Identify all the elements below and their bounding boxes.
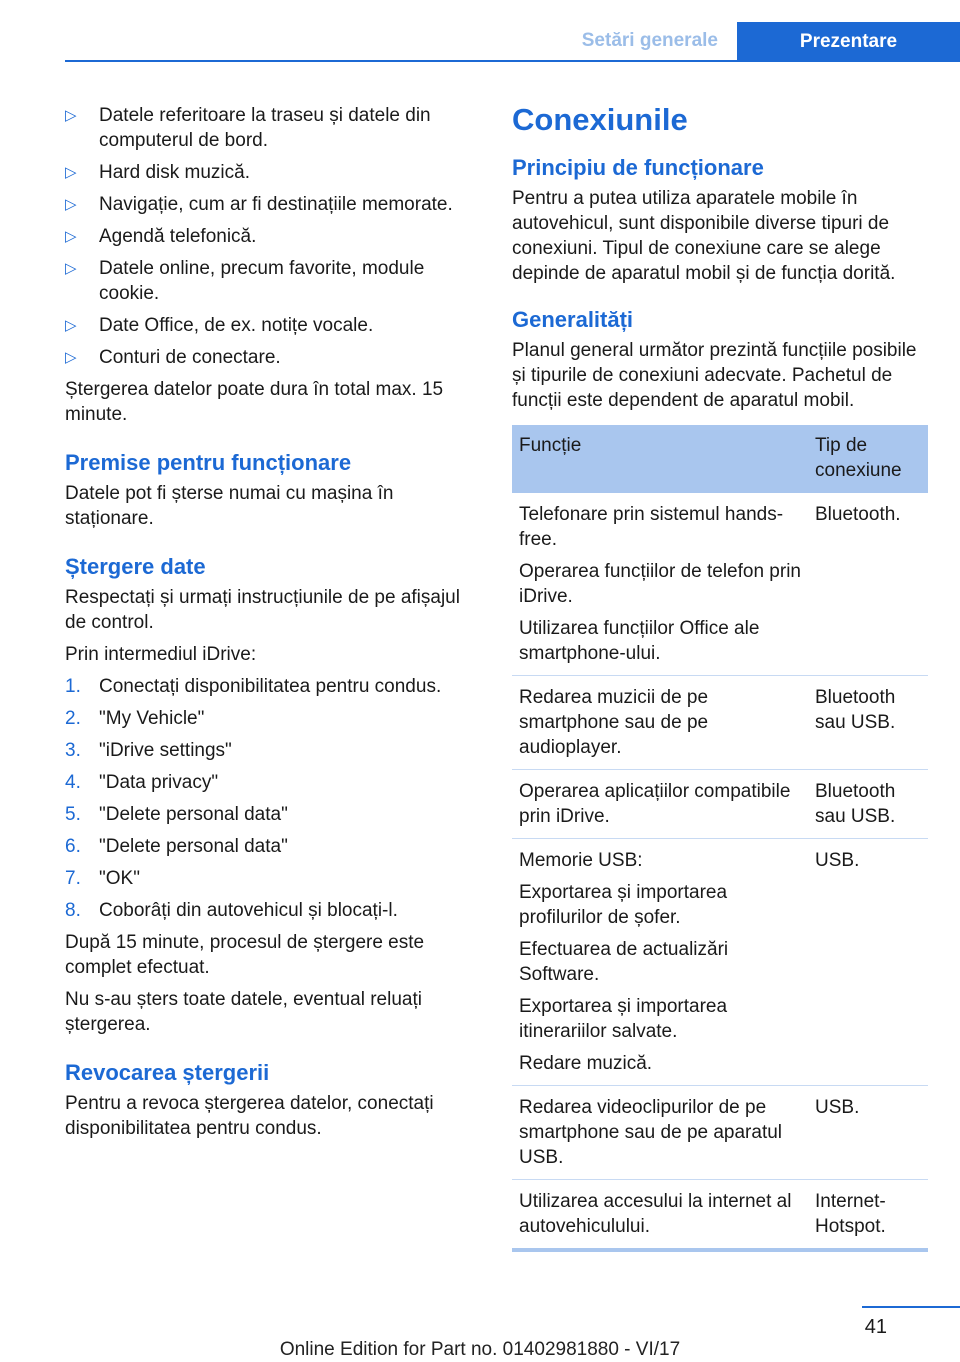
function-cell: Telefonare prin sistemul hands-free. Operarea funcțiilor de telefon prin iDrive. Utilizarea funcțiilor Office ale smartphone-ului.	[512, 493, 808, 676]
triangle-bullet-icon: ▷	[65, 164, 77, 181]
step-item: 2. "My Vehicle"	[65, 708, 205, 729]
triangle-bullet-icon: ▷	[65, 196, 77, 213]
function-cell: Redarea muzicii de pe smartphone sau de pe audioplayer.	[512, 676, 808, 770]
list-item: ▷ Agendă telefonică.	[65, 226, 257, 247]
page-title: Conexiunile	[512, 102, 688, 137]
column-header-connection-type: Tip de conexiune	[808, 425, 928, 493]
triangle-bullet-icon: ▷	[65, 107, 77, 124]
general-text: Planul general următor prezintă funcțiile posibile și tipurile de conexiuni adecvate. Pachetul de funcții este dependent de aparatul mobil.	[512, 340, 917, 411]
completion-text: După 15 minute, procesul de ștergere este complet efectuat.	[65, 932, 425, 978]
step-item: 5. "Delete personal data"	[65, 804, 288, 825]
function-cell: Utilizarea accesului la internet al autovehiculului.	[512, 1180, 808, 1251]
revoke-text: Pentru a revoca ștergerea datelor, conectați disponibilitatea pentru condus.	[65, 1093, 434, 1139]
table-row	[512, 1180, 928, 1251]
connection-type-cell: USB.	[808, 1086, 928, 1180]
table-row	[512, 676, 928, 770]
steps-list	[65, 674, 485, 923]
header-tab: Prezentare	[737, 22, 960, 62]
left-column	[65, 100, 485, 1148]
step-item: 4. "Data privacy"	[65, 772, 219, 793]
page-number: 41	[864, 1316, 887, 1338]
header-section-label: Setări generale	[581, 30, 718, 51]
table-header-row	[512, 425, 928, 493]
function-cell: Memorie USB: Exportarea și importarea profilurilor de șofer. Efectuarea de actualizări Software. Exportarea și importarea itinerariilor salvate. Redare muzică.	[512, 839, 808, 1086]
connection-type-cell: Bluetooth sau USB.	[808, 676, 928, 770]
column-header-function: Funcție	[512, 425, 808, 493]
triangle-bullet-icon: ▷	[65, 260, 77, 277]
list-item: ▷ Navigație, cum ar fi destinațiile memorate.	[65, 194, 453, 215]
list-item: ▷ Datele referitoare la traseu și datele din computerul de bord.	[65, 105, 431, 151]
connection-type-cell: Bluetooth.	[808, 493, 928, 676]
list-item: ▷ Conturi de conectare.	[65, 347, 281, 368]
table-row	[512, 1086, 928, 1180]
list-item: ▷ Datele online, precum favorite, module cookie.	[65, 258, 425, 304]
idrive-intro-text: Prin intermediul iDrive:	[65, 644, 257, 665]
step-item: 1. Conectați disponibilitatea pentru condus.	[65, 676, 442, 697]
premise-text: Datele pot fi șterse numai cu mașina în staționare.	[65, 483, 394, 529]
triangle-bullet-icon: ▷	[65, 349, 77, 366]
step-item: 7. "OK"	[65, 868, 140, 889]
erase-duration-text: Ștergerea datelor poate dura în total max. 15 minute.	[65, 379, 444, 425]
connection-type-cell: USB.	[808, 839, 928, 1086]
step-item: 6. "Delete personal data"	[65, 836, 288, 857]
data-types-list	[65, 103, 485, 370]
delete-intro-text: Respectați și urmați instrucțiunile de pe afișajul de control.	[65, 587, 460, 633]
premise-heading: Premise pentru funcționare	[65, 450, 352, 475]
list-item: ▷ Hard disk muzică.	[65, 162, 250, 183]
connection-type-cell: Internet-Hotspot.	[808, 1180, 928, 1251]
table-row	[512, 770, 928, 839]
triangle-bullet-icon: ▷	[65, 317, 77, 334]
header-rule	[65, 60, 960, 62]
table-row	[512, 493, 928, 676]
list-item: ▷ Date Office, de ex. notițe vocale.	[65, 315, 374, 336]
connections-table	[512, 425, 928, 1252]
triangle-bullet-icon: ▷	[65, 228, 77, 245]
footer-rule	[862, 1306, 960, 1308]
connection-type-cell: Bluetooth sau USB.	[808, 770, 928, 839]
general-heading: Generalități	[512, 307, 634, 332]
revoke-heading: Revocarea ștergerii	[65, 1060, 270, 1085]
step-item: 3. "iDrive settings"	[65, 740, 232, 761]
delete-heading: Ștergere date	[65, 554, 206, 579]
edition-footer: Online Edition for Part no. 01402981880 - VI/17	[279, 1339, 681, 1360]
step-item: 8. Coborâți din autovehicul și blocați-l.	[65, 900, 398, 921]
table-row	[512, 839, 928, 1086]
function-cell: Operarea aplicațiilor compatibile prin iDrive.	[512, 770, 808, 839]
principle-text: Pentru a putea utiliza aparatele mobile în autovehicul, sunt disponibile diverse tipuri de conexiuni. Tipul de conexiune care se alege depinde de aparatul mobil și de funcția dorită.	[512, 188, 896, 284]
principle-heading: Principiu de funcționare	[512, 155, 764, 180]
right-column	[512, 100, 928, 1252]
function-cell: Redarea videoclipurilor de pe smartphone sau de pe aparatul USB.	[512, 1086, 808, 1180]
incomplete-text: Nu s-au șters toate datele, eventual reluați ștergerea.	[65, 989, 422, 1035]
